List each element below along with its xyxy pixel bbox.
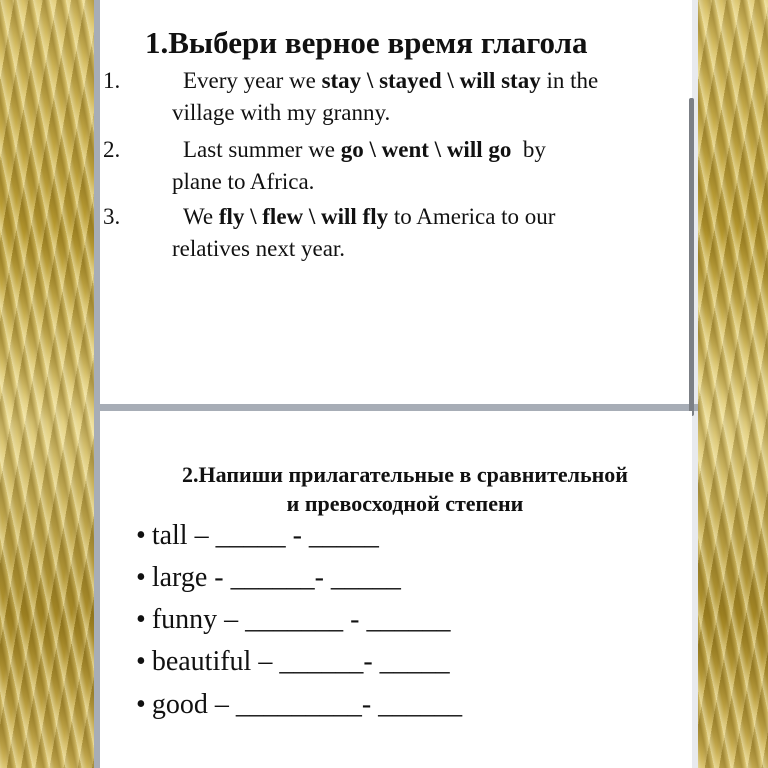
list-item: • tall – _____ - _____ <box>136 520 379 551</box>
bullet-icon: • <box>136 604 146 635</box>
slide-adjectives <box>100 411 692 768</box>
verb-options: fly \ flew \ will fly <box>218 204 389 229</box>
list-item: • beautiful – ______- _____ <box>136 646 450 677</box>
item-line1: Every year we stay \ stayed \ will stay in the <box>183 68 599 93</box>
vertical-scrollbar[interactable] <box>689 98 694 416</box>
bullet-icon: • <box>136 520 146 551</box>
slide-verb-tenses <box>100 0 692 404</box>
item-number: 2. <box>103 137 121 162</box>
slide-divider <box>94 404 698 411</box>
item-line2: plane to Africa. <box>172 169 315 194</box>
bullet-icon: • <box>136 689 146 720</box>
item-line2: relatives next year. <box>172 236 346 261</box>
background-texture-left <box>0 0 94 768</box>
list-item: • funny – _______ - ______ <box>136 604 451 635</box>
bullet-icon: • <box>136 562 146 593</box>
bullet-icon: • <box>136 646 146 677</box>
section1-title: 1.Выбери верное время глагола <box>145 25 588 60</box>
list-item: • good – _________- ______ <box>136 689 463 720</box>
section2-title: 2.Напиши прилагательные в сравнительной и превосходной степени <box>182 462 628 516</box>
background-texture-right <box>698 0 768 768</box>
item-number: 1. <box>103 68 121 93</box>
list-item: • large - ______- _____ <box>136 562 401 593</box>
item-number: 3. <box>103 204 121 229</box>
verb-options: stay \ stayed \ will stay <box>321 68 541 93</box>
item-line2: village with my granny. <box>172 100 391 125</box>
item-line1: We fly \ flew \ will fly to America to our <box>183 204 556 229</box>
verb-options: go \ went \ will go <box>340 137 512 162</box>
item-line1: Last summer we go \ went \ will go by <box>183 137 546 162</box>
